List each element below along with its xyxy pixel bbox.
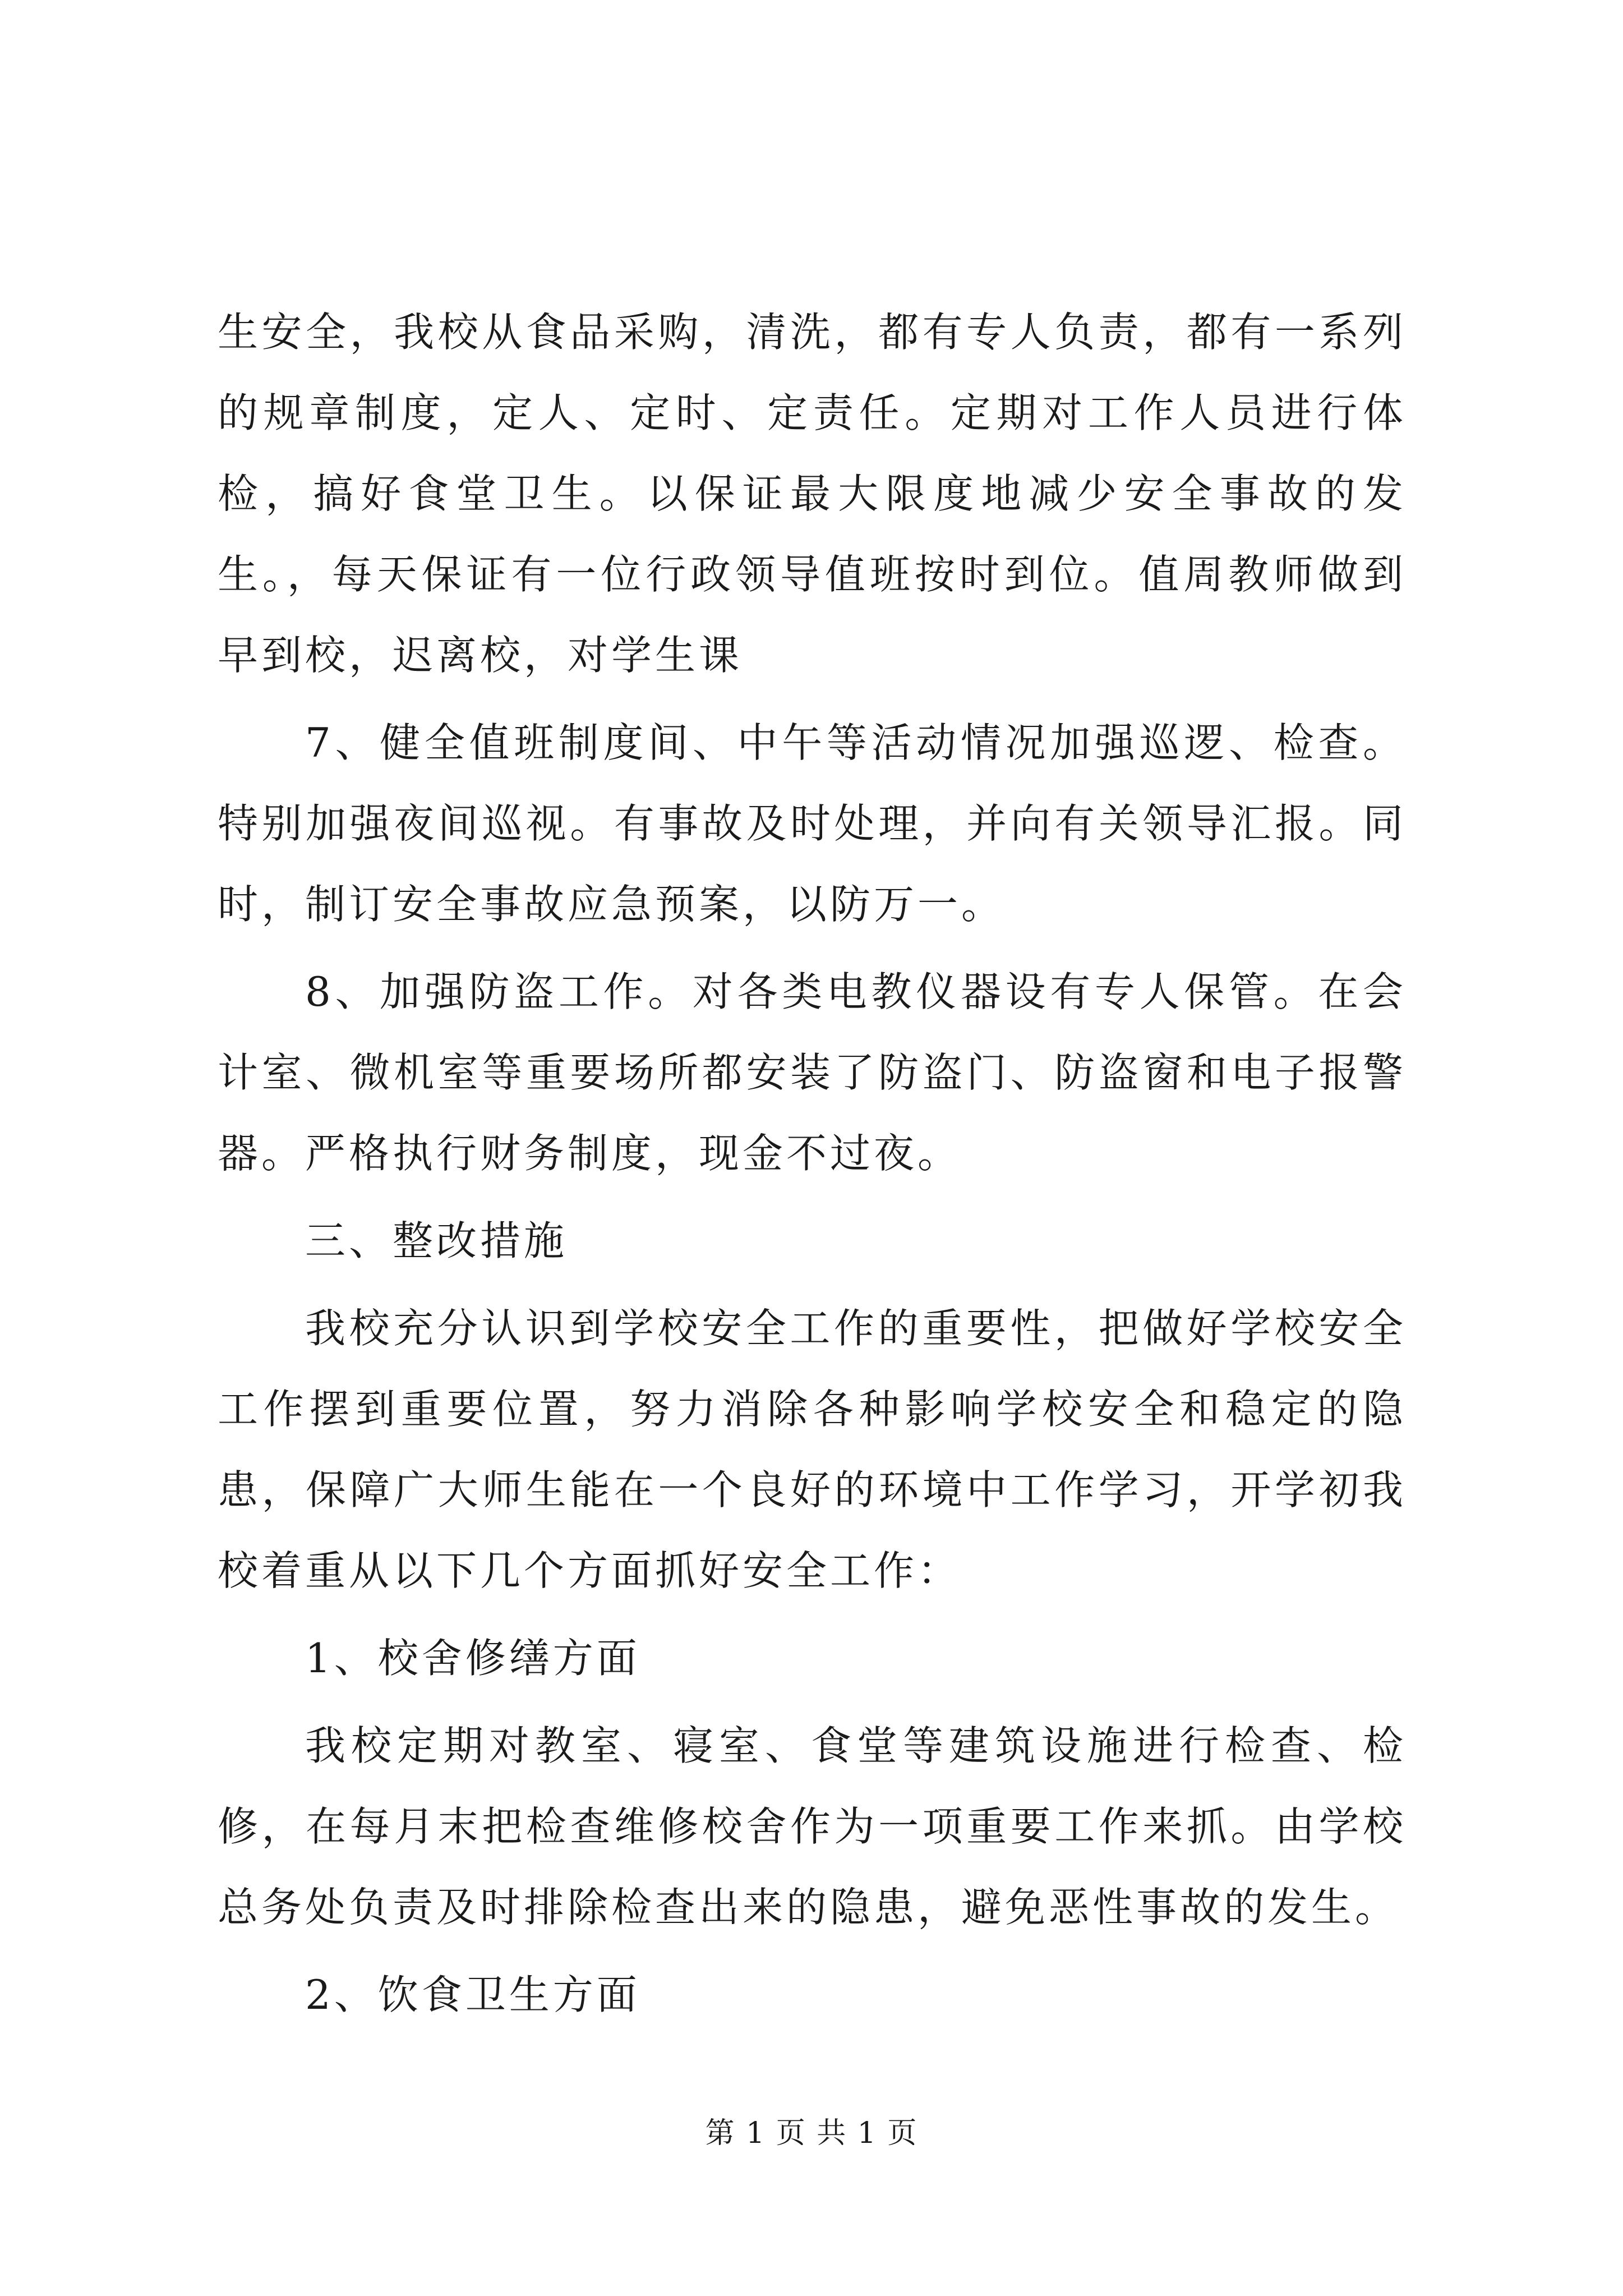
subheading-food-hygiene: 2、饮食卫生方面 <box>305 1971 640 2018</box>
page-footer <box>0 2109 1623 2151</box>
section-heading-rectification-measures: 三、整改措施 <box>305 1217 568 1264</box>
paragraph-item-7-duty-system: 7、健全值班制度间、中午等活动情况加强巡逻、检查。特别加强夜间巡视。有事故及时处理，并向有关领导汇报。同时，制订安全事故应急预案，以防万一。 <box>218 719 1407 928</box>
paragraph-item-8-anti-theft: 8、加强防盗工作。对各类电教仪器设有专人保管。在会计室、微机室等重要场所都安装了防盗门、防盗窗和电子报警器。严格执行财务制度，现金不过夜。 <box>218 968 1407 1177</box>
paragraph-safety-importance: 我校充分认识到学校安全工作的重要性，把做好学校安全工作摆到重要位置，努力消除各种影响学校安全和稳定的隐患，保障广大师生能在一个良好的环境中工作学习，开学初我校着重从以下几个方面抓好安全工作： <box>218 1305 1407 1594</box>
page-number-label: 第 1 页 共 1 页 <box>705 2116 918 2150</box>
paragraph-food-safety-continued: 生安全，我校从食品采购，清洗，都有专人负责，都有一系列的规章制度，定人、定时、定责任。定期对工作人员进行体检，搞好食堂卫生。以保证最大限度地减少安全事故的发生。，每天保证有一位行政领导值班按时到位。值周教师做到早到校，迟离校，对学生课 <box>218 309 1407 679</box>
document-body <box>218 292 1407 2035</box>
paragraph-building-inspection: 我校定期对教室、寝室、食堂等建筑设施进行检查、检修，在每月末把检查维修校舍作为一项重要工作来抓。由学校总务处负责及时排除检查出来的隐患，避免恶性事故的发生。 <box>218 1722 1407 1931</box>
subheading-building-repair: 1、校舍修缮方面 <box>305 1635 640 1682</box>
